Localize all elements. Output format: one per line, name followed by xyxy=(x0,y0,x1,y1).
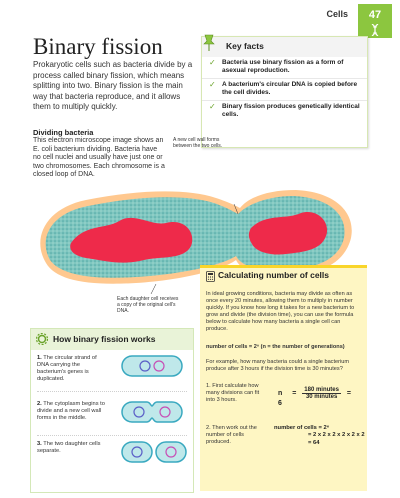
eq2-line: number of cells = 2⁶ xyxy=(274,425,330,431)
eq-fraction xyxy=(302,387,341,400)
cell-dna-duplicating-image xyxy=(121,355,183,377)
key-fact-text: Bacteria use binary fission as a form of asexual reproduction. xyxy=(222,59,344,74)
eq-denominator: 30 minutes xyxy=(305,394,338,400)
calc-equation-1 xyxy=(274,387,367,407)
figure-caption-text: This electron microscope image shows an E. coli bacterium dividing. Bacteria have no cell nuclei and usually have just one or two chromosomes. Each chromosome is a closed loop of DNA. xyxy=(33,137,165,179)
key-fact-item xyxy=(202,57,367,79)
how-binary-fission-box xyxy=(30,328,194,493)
calc-step-1: 1. First calculate how many divisions can fit into 3 hours. xyxy=(206,383,260,403)
how-heading-bar xyxy=(31,329,193,350)
step-text: The circular strand of DNA carrying the bacterium's genes is duplicated. xyxy=(37,355,97,382)
section-name: Cells xyxy=(326,9,348,19)
annotation-daughter-cell: Each daughter cell receives a copy of the original cell's DNA. xyxy=(117,296,179,314)
step-text: The cytoplasm begins to divide and a new cell wall forms in the middle. xyxy=(37,401,105,421)
how-step-1 xyxy=(37,355,107,383)
page-header xyxy=(0,0,400,34)
how-step-2 xyxy=(37,401,107,422)
annotation-cell-wall: A new cell wall forms between the two cells. xyxy=(173,137,223,149)
cell-dividing-image xyxy=(121,401,183,423)
dna-icon xyxy=(369,24,381,36)
eq-result: 6 xyxy=(278,400,282,407)
key-facts-heading: Key facts xyxy=(202,37,367,57)
calc-formula: number of cells = 2ⁿ (n = the number of generations) xyxy=(206,344,345,350)
calc-equation-2 xyxy=(274,425,365,447)
eq-variable: n xyxy=(278,390,283,397)
intro-paragraph: Prokaryotic cells such as bacteria divide by a process called binary fission, which means splitting into two. Binary fission is the main way that bacteria reproduce, and it allows them to multiply quickly. xyxy=(33,60,193,111)
key-fact-text: A bacterium's circular DNA is copied before the cell divides. xyxy=(222,81,358,96)
calc-top-bar xyxy=(200,265,367,268)
key-facts-box xyxy=(201,36,368,148)
calc-step-2: 2. Then work out the number of cells produced. xyxy=(206,425,257,445)
page-title: Binary fission xyxy=(33,34,163,59)
divider xyxy=(37,391,187,392)
key-fact-item xyxy=(202,79,367,101)
step-number: 2. xyxy=(37,401,42,407)
divider xyxy=(37,435,187,436)
gear-icon xyxy=(36,333,48,345)
calculator-icon xyxy=(206,271,215,282)
check-icon: ✓ xyxy=(209,80,216,89)
page-number: 47 xyxy=(368,9,382,21)
step-number: 1. xyxy=(37,355,42,361)
eq2-line: = 64 xyxy=(308,439,320,446)
daughter-cells-image xyxy=(121,441,187,463)
check-icon: ✓ xyxy=(209,102,216,111)
calc-heading: Calculating number of cells xyxy=(218,270,329,280)
calculation-box xyxy=(200,265,367,491)
check-icon: ✓ xyxy=(209,58,216,67)
how-heading: How binary fission works xyxy=(53,334,156,344)
how-step-3 xyxy=(37,441,107,455)
page-number-box xyxy=(358,4,392,38)
calc-intro: In ideal growing conditions, bacteria may divide as often as once every 20 minutes, allowing them to multiply in number quickly. If you know how long it takes for a new bacterium to grow and divide (the division time), you can use the formula below to calculate how many bacteria a single cell can produce. xyxy=(206,291,355,332)
key-fact-item xyxy=(202,101,367,122)
eq-equals: = xyxy=(346,390,352,397)
step-number: 3. xyxy=(37,441,42,447)
pin-icon xyxy=(199,33,219,53)
step-text: The two daughter cells separate. xyxy=(37,441,101,454)
key-fact-text: Binary fission produces genetically identical cells. xyxy=(222,103,360,118)
eq2-line: = 2 x 2 x 2 x 2 x 2 x 2 xyxy=(308,432,365,439)
eq-equals: = xyxy=(292,390,297,397)
eq-numerator: 180 minutes xyxy=(304,387,339,393)
figure-caption-heading: Dividing bacteria xyxy=(33,128,94,137)
calc-example: For example, how many bacteria could a single bacterium produce after 3 hours if the division time is 30 minutes? xyxy=(206,359,350,372)
